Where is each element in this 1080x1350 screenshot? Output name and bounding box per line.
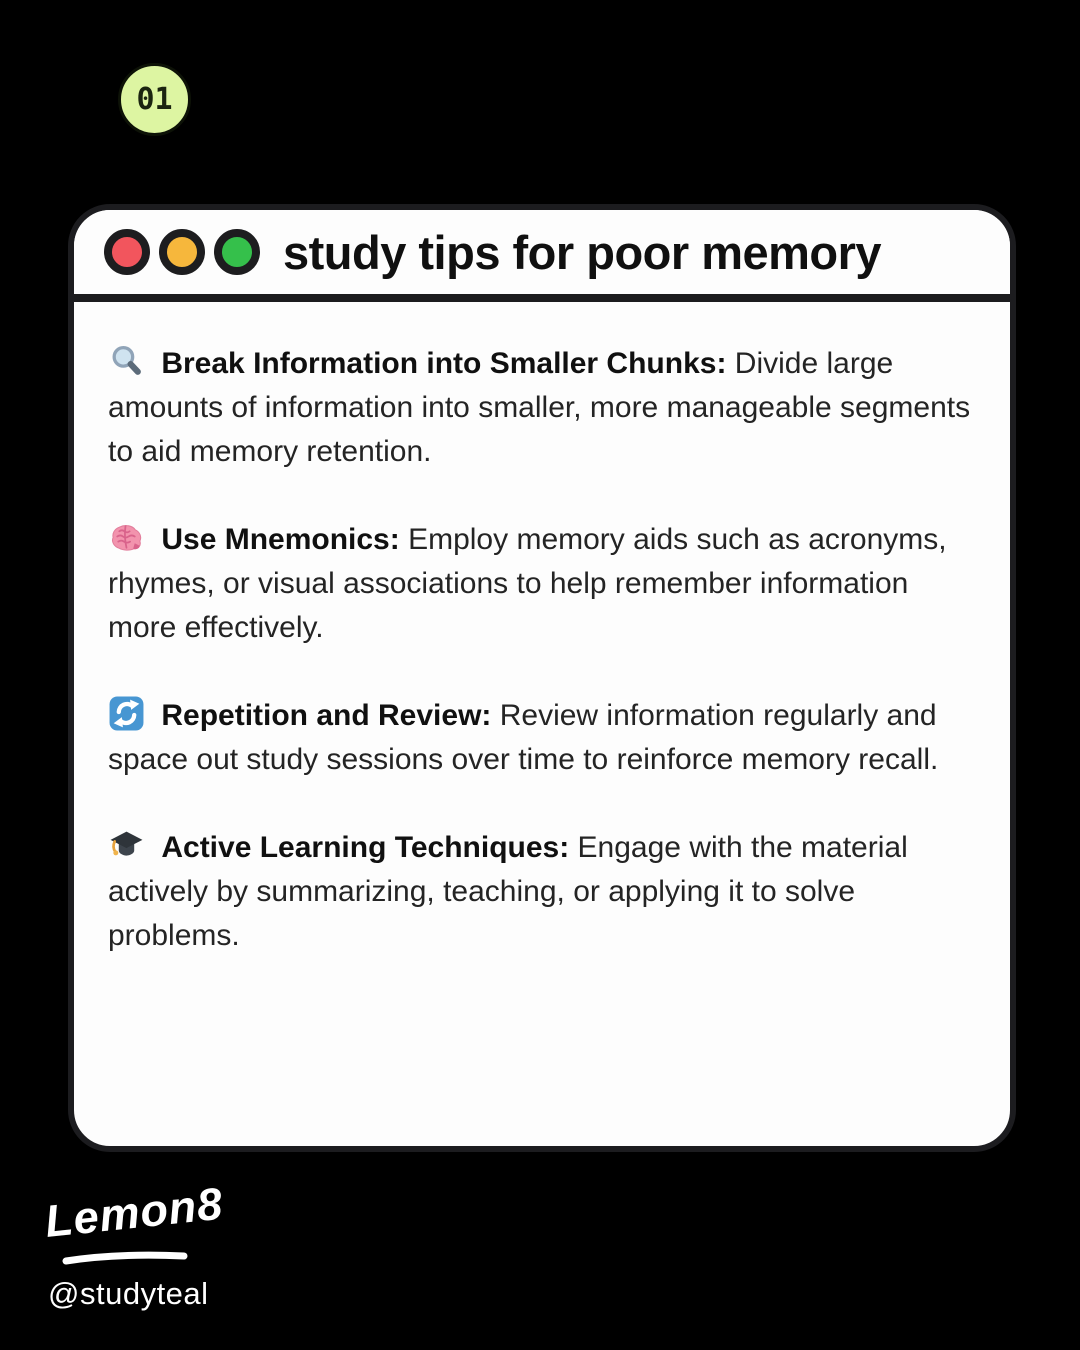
tip-title: Use Mnemonics: [161, 523, 400, 556]
tip-title: Break Information into Smaller Chunks: [161, 347, 727, 380]
traffic-light-yellow-icon [159, 229, 205, 275]
graduation-cap-icon [108, 827, 145, 864]
brain-icon [108, 519, 145, 556]
browser-window-card [68, 204, 1016, 1152]
window-title-bar [74, 210, 1010, 302]
tip-body: Engage with the material actively by summarizing, teaching, or applying it to solve problems. [108, 831, 908, 952]
tip-body: Divide large amounts of information into smaller, more manageable segments to aid memory retention. [108, 347, 971, 468]
traffic-light-red-icon [104, 229, 150, 275]
tips-list [74, 302, 974, 958]
traffic-light-green-icon [214, 229, 260, 275]
tip-title: Active Learning Techniques: [161, 831, 570, 864]
page-title: study tips for poor memory [283, 225, 882, 279]
repeat-arrows-icon [108, 695, 145, 732]
lemon8-logo: Lemon8 [42, 1177, 226, 1248]
tip-item-chunking [108, 342, 974, 474]
tip-item-mnemonics [108, 518, 974, 650]
footer-branding [42, 1177, 227, 1312]
tip-body: Review information regularly and space out study sessions over time to reinforce memory recall. [108, 699, 939, 776]
logo-underline-swoosh [62, 1250, 188, 1266]
account-handle: @studyteal [48, 1276, 209, 1311]
tip-body: Employ memory aids such as acronyms, rhymes, or visual associations to help remember information more effectively. [108, 523, 947, 644]
tip-item-active-learning [108, 826, 974, 958]
magnifying-glass-icon [108, 343, 145, 380]
tip-item-repetition [108, 694, 974, 782]
slide-number-badge: 01 [118, 63, 191, 136]
tip-title: Repetition and Review: [161, 699, 492, 732]
